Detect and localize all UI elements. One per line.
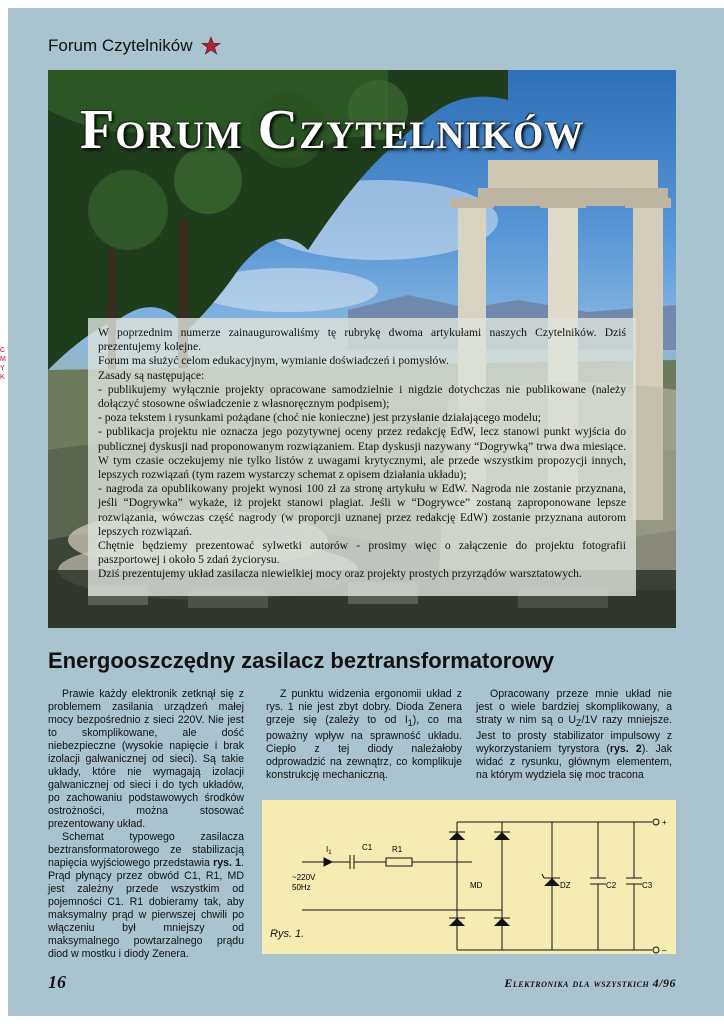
r1-label: R1 [392,845,403,854]
intro-paragraph: Chętnie będziemy prezentować sylwetki autorów - prosimy więc o załączenie do projektu fotografii paszportowej i około 5 zdań życiorysu. [98,539,626,567]
circuit-figure [262,800,676,954]
article-column-2 [266,688,462,782]
paragraph [476,688,672,782]
subscript: 1 [407,718,413,729]
page [8,8,724,1016]
mains-voltage-label: ~220V [292,873,316,882]
c1-label: C1 [362,843,373,852]
intro-paragraph: - poza tekstem i rysunkami pożądane (choć nie konieczne) jest przysłanie działającego modelu; [98,411,541,425]
minus-terminal-label: – [662,946,667,954]
article-title: Energooszczędny zasilacz beztransformatorowy [48,648,555,673]
intro-paragraph: W poprzednim numerze zainaugurowaliśmy tę rubrykę dwoma artykułami naszych Czytelników. Dziś prezentujemy kolejne. [98,326,626,354]
i1-label: $I_1$ [326,845,332,856]
intro-box [88,318,636,596]
plus-terminal-label: + [662,818,667,827]
text-run: ), co ma poważny wpływ na sprawność układu. Ciepło z tej diody należałoby odprowadzić na zewnątrz, co komplikuje konstrukcję mechaniczną. [266,714,463,782]
article-column-3 [476,688,672,782]
intro-paragraph: - publikujemy wyłącznie projekty opracowane samodzielnie i nigdzie dotychczas nie publikowane (należy dołączyć stosowne oświadczenie z własnoręcznym podpisem); [98,382,626,411]
page-number: 16 [48,972,66,992]
text-run: ). Jak widać z rysunku, głównym elementem, na którym wydziela się moc tracona [476,743,672,782]
section-header [48,36,221,56]
figure-reference: rys. 2 [609,743,642,756]
text-run: . Prąd płynący przez obwód C1, R1, MD jest zależny przede wszystkim od pojemności C1. R1 dobieramy tak, aby maksymalny prąd w pierwszej chwili po włączeniu był mniejszy od maksymalnego powtarzalnego prądu diod w mostku i diody Zenera. [48,857,244,960]
text-run: Opracowany przeze mnie układ nie jest o wiele bardziej skomplikowany, a straty w nim są o U [476,688,672,726]
hero-title: Forum Czytelników [80,99,585,161]
circuit-schematic [262,800,676,954]
figure-caption: Rys. 1. [270,928,305,940]
star-icon [201,36,221,56]
dz-label: DZ [560,881,571,890]
text-run: Z punktu widzenia ergonomii układ z rys. 1 nie jest zbyt dobry. Dioda Zenera grzeje się (zależy to od I [266,688,462,726]
print-registration-marks: C M Y K [0,347,6,381]
magazine-footer: Elektronika dla wszystkich 4/96 [504,976,676,990]
text-run: /1V razy mniejsze. Jest to prosty stabilizator impulsowy z wykorzystaniem tyrystora ( [476,714,672,756]
intro-paragraph: - nagroda za opublikowany projekt wynosi 100 zł za stronę artykułu w EdW. Nagroda nie zostanie przyznana, jeśli “Dogrywka” wykaże, iż projekt stanowi plagiat. Jeśli w “Dogrywce” zostaną zaproponowane lepsze rozwiązania, wówczas część nagrody (w proporcji uznanej przez redakcję EdW) zostanie przyznana autorom lepszych rozwiązań. [98,482,626,538]
subscript: Z [576,718,582,729]
figure-reference: rys. 1 [213,857,242,869]
section-label: Forum Czytelników [48,36,193,55]
intro-paragraph: - publikacja projektu nie oznacza jego pozytywnej oceny przez redakcję EdW, lecz stanowi punkt wyjścia do publicznej dyskusji nad proponowanym rozwiązaniem. Etap dyskusji nazywany “Dogrywką” trwa dwa miesiące. W tym czasie oczekujemy nie tylko listów z uwagami krytycznymi, ale przede wszystkim propozycji innych, lepszych rozwiązań (tym razem wystarczy schemat z opisem działania układu); [98,425,626,482]
intro-paragraph: Dziś prezentujemy układ zasilacza niewielkiej mocy oraz projekty prostych przyrządów warsztatowych. [98,567,582,581]
intro-paragraph: Zasady są następujące: [98,368,205,382]
paragraph: Prawie każdy elektronik zetknął się z problemem zasilania urządzeń małej mocy bezpośrednio z sieci 220V. Nie jest to skomplikowane, ale dość niebezpieczne (wysokie napięcie i brak izolacji galwanicznej od sieci). Są takie układy, które nie wymagają izolacji galwanicznej od sieci i do tych układów, po zachowaniu podstawowych środków ostrożności, można stosować prezentowany układ. [48,688,244,830]
paragraph [48,831,244,961]
article-column-1 [48,688,244,958]
text-run: Schemat typowego zasilacza beztransformatorowego ze stabilizacją napięcia wyjściowego przedstawia [48,831,244,869]
md-label: MD [470,881,483,890]
paragraph [266,688,462,782]
mains-frequency-label: 50Hz [292,883,311,892]
intro-paragraph: Forum ma służyć celom edukacyjnym, wymianie doświadczeń i pomysłów. [98,354,449,368]
c2-label: C2 [606,881,617,890]
c3-label: C3 [642,881,653,890]
